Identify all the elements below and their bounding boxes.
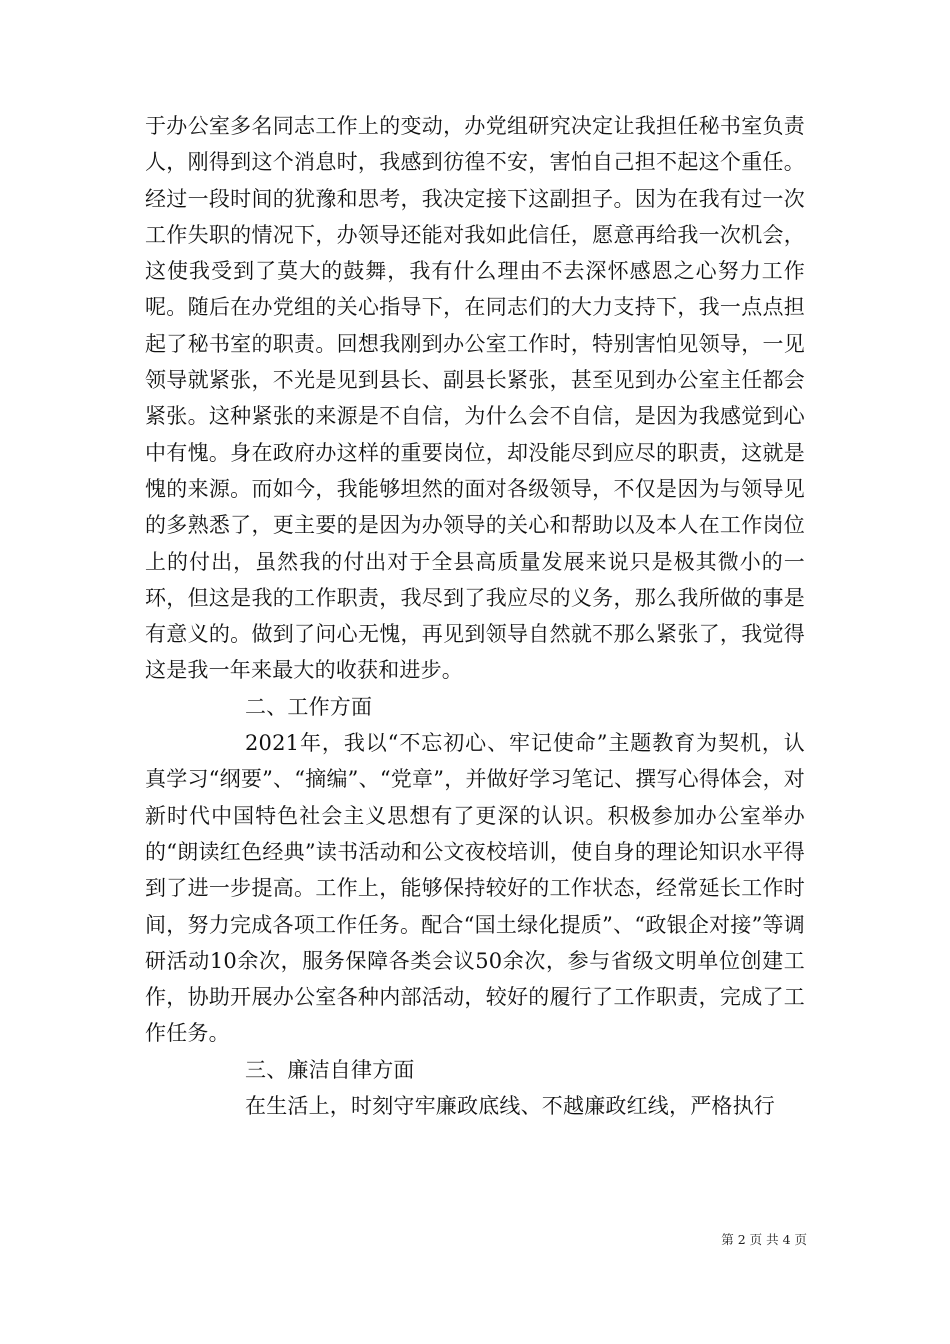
section-heading-work: 二、工作方面: [245, 694, 373, 719]
paragraph-integrity: 在生活上，时刻守牢廉政底线、不越廉政红线，严格执行: [245, 1094, 775, 1119]
paragraph-continued: 于办公室多名同志工作上的变动，办党组研究决定让我担任秘书室负责人，刚得到这个消息时，我感到彷徨不安，害怕自己担不起这个重任。经过一段时间的犹豫和思考，我决定接下这副担子。因为在我有过一次工作失职的情况下，办领导还能对我如此信任，愿意再给我一次机会，这使我受到了莫大的鼓舞，我有什么理由不去深怀感恩之心努力工作呢。随后在办党组的关心指导下，在同志们的大力支持下，我一点点担起了秘书室的职责。回想我刚到办公室工作时，特别害怕见领导，一见领导就紧张，不光是见到县长、副县长紧张，甚至见到办公室主任都会紧张。这种紧张的来源是不自信，为什么会不自信，是因为我感觉到心中有愧。身在政府办这样的重要岗位，却没能尽到应尽的职责，这就是愧的来源。而如今，我能够坦然的面对各级领导，不仅是因为与领导见的多熟悉了，更主要的是因为办领导的关心和帮助以及本人在工作岗位上的付出，虽然我的付出对于全县高质量发展来说只是极其微小的一环，但这是我的工作职责，我尽到了我应尽的义务，那么我所做的事是有意义的。做到了问心无愧，再见到领导自然就不那么紧张了，我觉得这是我一年来最大的收获和进步。: [145, 114, 805, 683]
paragraph-work: 2021年，我以“不忘初心、牢记使命”主题教育为契机，认真学习“纲要”、“摘编”、“党章”，并做好学习笔记、撰写心得体会，对新时代中国特色社会主义思想有了更深的认识。积极参加办公室举办的“朗读红色经典”读书活动和公文夜校培训，使自身的理论知识水平得到了进一步提高。工作上，能够保持较好的工作状态，经常延长工作时间，努力完成各项工作任务。配合“国土绿化提质”、“政银企对接”等调研活动10余次，服务保障各类会议50余次，参与省级文明单位创建工作，协助开展办公室各种内部活动，较好的履行了工作职责，完成了工作任务。: [145, 731, 805, 1046]
section-heading-integrity: 三、廉洁自律方面: [245, 1057, 415, 1082]
document-body: [145, 108, 805, 1124]
page-number-footer: 第 2 页 共 4 页: [721, 1232, 807, 1247]
